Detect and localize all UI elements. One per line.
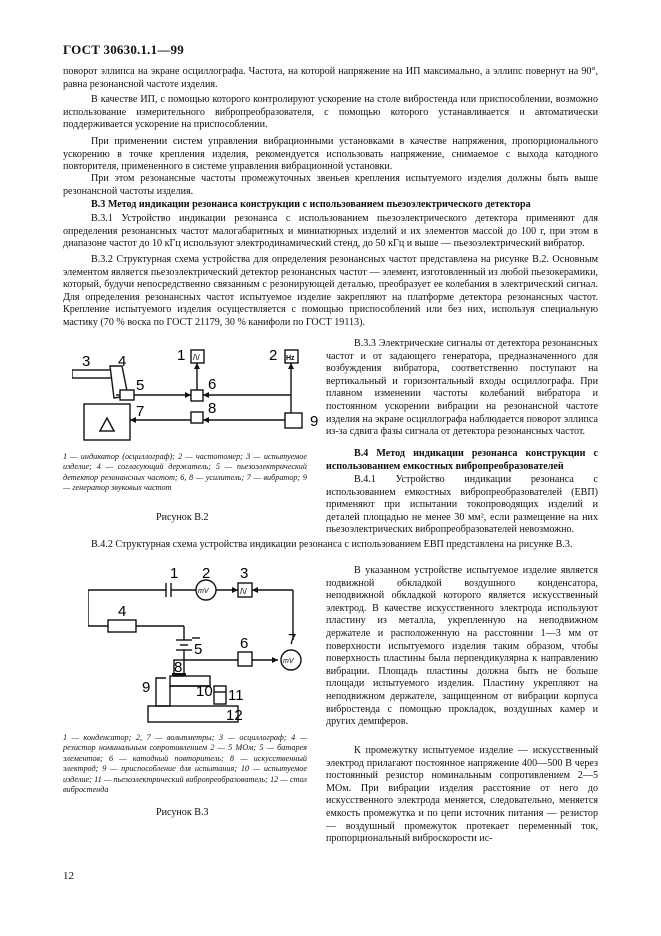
figure-b2-diagram <box>72 344 322 448</box>
figure-b3-diagram <box>88 568 318 728</box>
label-8: 8 <box>208 400 217 417</box>
resistor-4 <box>108 620 136 632</box>
label-3: 3 <box>82 353 91 370</box>
label-2: 2 <box>269 347 278 364</box>
label-9: 9 <box>310 413 319 430</box>
figure-b2-caption: Рисунок В.2 <box>156 512 209 523</box>
label-1: 1 <box>170 568 179 582</box>
label-1: 1 <box>177 347 186 364</box>
label-12: 12 <box>226 707 243 724</box>
label-5: 5 <box>194 641 203 658</box>
vibration-table-12 <box>148 706 238 722</box>
label-8: 8 <box>174 659 183 676</box>
paragraph-b31: В.3.1 Устройство индикации резонанса с использованием пьезоэлектрического детектора применяют для определения резонансных частот малогабаритных и миниатюрных изделий и их элементов массой до 100 г, при этом в диапазоне частот до 10 кГц используют электродинамический стенд, до 50 кГц и выше — пьезоэлектрический вибратор. <box>63 213 598 250</box>
amplifier-8-box <box>191 412 203 423</box>
paragraph-ellipse: поворот эллипса на экране осциллографа. Частота, на которой напряжение на ИП максимально, а эллипс повернут на 90°, равна резонансной частоте изделия. <box>63 66 598 90</box>
label-7: 7 <box>288 631 297 648</box>
vibrator-rect <box>84 404 130 440</box>
amplifier-6-box <box>191 390 203 401</box>
paragraph-b44: К промежутку испытуемое изделие — искусственный электрод прилагают постоянное напряжение 400—500 В через постоянный резистор номинальным сопротивлением 2—5 МОм. При вибрации изделия расстояние от него до искусственного электрода меняется, следовательно, меняется емкость промежутка и по цепи источник питания — резистор — воздушный промежуток протекает переменный ток, пропорциональный виброскорости ис- <box>326 745 598 845</box>
detector-rect <box>120 390 134 400</box>
paragraph-b32: В.3.2 Структурная схема устройства для определения резонансных частот представлена на рисунке В.2. Основным элементом является пьезоэлектрический детектор резонансных частот — элемент, изготовленный из любой пьезокерамики, который, будучи непосредственно связанным с резонирующей деталью, преобразует ее колебания в электрический сигнал. Для определения резонансных частот испытуемое изделие закрепляют на платформе детектора резонансных частот. Крепление испытуемого изделия осуществляется с помощью приспособлений или без них, используя специальную мастику (70 % воска по ГОСТ 21179, 30 % канифоли по ГОСТ 19113). <box>63 254 598 328</box>
figure-b2-legend: 1 — индикатор (осциллограф); 2 — частотомер; 3 — испытуемое изделие; 4 — согласующий держатель; 5 — пьезоэлектрический детектор резонансных частот; 6, 8 — усилитель; 7 — вибратор; 9 — генератор звуковых частот <box>63 452 307 493</box>
label-2: 2 <box>202 568 211 582</box>
sensor-11 <box>214 686 226 704</box>
document-header: ГОСТ 30630.1.1—99 <box>63 42 184 57</box>
oscilloscope-symbol: /\/ <box>240 587 247 596</box>
label-4: 4 <box>118 353 127 370</box>
label-6: 6 <box>240 635 249 652</box>
paragraph-b41: В.4.1 Устройство индикации резонанса с использованием емкостных вибропреобразователей (ЕВП) применяют при испытании токопроводящих изделий и деталей площадью не менее 30 мм², если размещение на них пьезоэлектрических вибропреобразователей невозможно. <box>326 474 598 536</box>
frequency-meter-symbol: Hz <box>286 355 295 362</box>
voltmeter-2-symbol: mV <box>198 588 209 595</box>
generator-box <box>285 413 302 428</box>
page-number: 12 <box>63 870 74 882</box>
label-9: 9 <box>142 679 151 696</box>
figure-b3-caption: Рисунок В.3 <box>156 807 209 818</box>
label-10: 10 <box>196 683 213 700</box>
paragraph-ip: В качестве ИП, с помощью которого контролируют ускорение на столе вибростенда или приспособлении, возможно использование измерительного вибропреобразователя, с помощью которого устанавливается и автоматически поддерживается ускорение на приспособлении. <box>63 94 598 131</box>
test-item-rect <box>72 370 112 378</box>
label-6: 6 <box>208 376 217 393</box>
cathode-follower-6 <box>238 652 252 666</box>
label-3: 3 <box>240 568 249 582</box>
label-5: 5 <box>136 377 145 394</box>
label-4: 4 <box>118 603 127 620</box>
section-b3-title: В.3 Метод индикации резонанса конструкции с использованием пьезоэлектрического детектора <box>91 199 531 210</box>
paragraph-b43: В указанном устройстве испытуемое изделие является подвижной обкладкой воздушного конденсатора, неподвижной обкладкой которого является искусственный электрод. В качестве искусственного электрода используют пластину из металла, укрепленную на неподвижном держателе и расположенную на расстоянии 1—3 мм от поверхности испытуемого изделия таким образом, чтобы поверхность пластины была перпендикулярна к направлению вибрации. Площадь пластины должна быть не больше площади испытуемого изделия. Пластину укрепляют на неподвижном держателе, защищенном от вибрации корпуса вибростенда с помощью прокладок, воздушных камер и других демпферов. <box>326 565 598 728</box>
label-7: 7 <box>136 403 145 420</box>
paragraph-intermediate: При этом резонансные частоты промежуточных звеньев крепления испытуемого изделия должны быть выше резонансной частоты изделия. <box>63 173 598 197</box>
paragraph-control-systems: При применении систем управления вибрационными установками в качестве напряжения, пропорционального ускорению в точке крепления изделия, рекомендуется использовать напряжение, снимаемое с выхода катодного повторителя, примененного в системе управления вибрационной установки. <box>63 136 598 173</box>
paragraph-b42: В.4.2 Структурная схема устройства индикации резонанса с использованием ЕВП представлена на рисунке В.3. <box>91 539 573 550</box>
figure-b3-legend: 1 — конденсатор; 2, 7 — вольтметры; 3 — осциллограф; 4 — резистор номинальным сопротивлением 2 — 5 МОм; 5 — батарея элементов; 6 — катодный повторитель; 8 — искусственный электрод; 9 — приспособление для испытания; 10 — испытуемое изделие; 11 — пьезоэлектрический вибропреобразователь; 12 — стол вибростенда <box>63 733 307 795</box>
voltmeter-7-symbol: mV <box>283 658 294 665</box>
label-11: 11 <box>228 687 244 704</box>
section-b4-title: В.4 Метод индикации резонанса конструкции с использованием емкостных вибропреобразователей <box>326 448 598 472</box>
oscilloscope-symbol: /\/ <box>193 353 200 362</box>
paragraph-b33: В.3.3 Электрические сигналы от детектора резонансных частот и от задающего генератора, предназначенного для возбуждения вибратора, соответственно поступают на вертикальный и горизонтальный входы осциллографа. При плавном изменении частоты колебаний вибратора и постоянном ускорении вибрации на резонансной частоте изделия на экране осциллографа наблюдается поворот эллипса из-за сдвига фазы сигнала от детектора резонансных частот. <box>326 338 598 438</box>
